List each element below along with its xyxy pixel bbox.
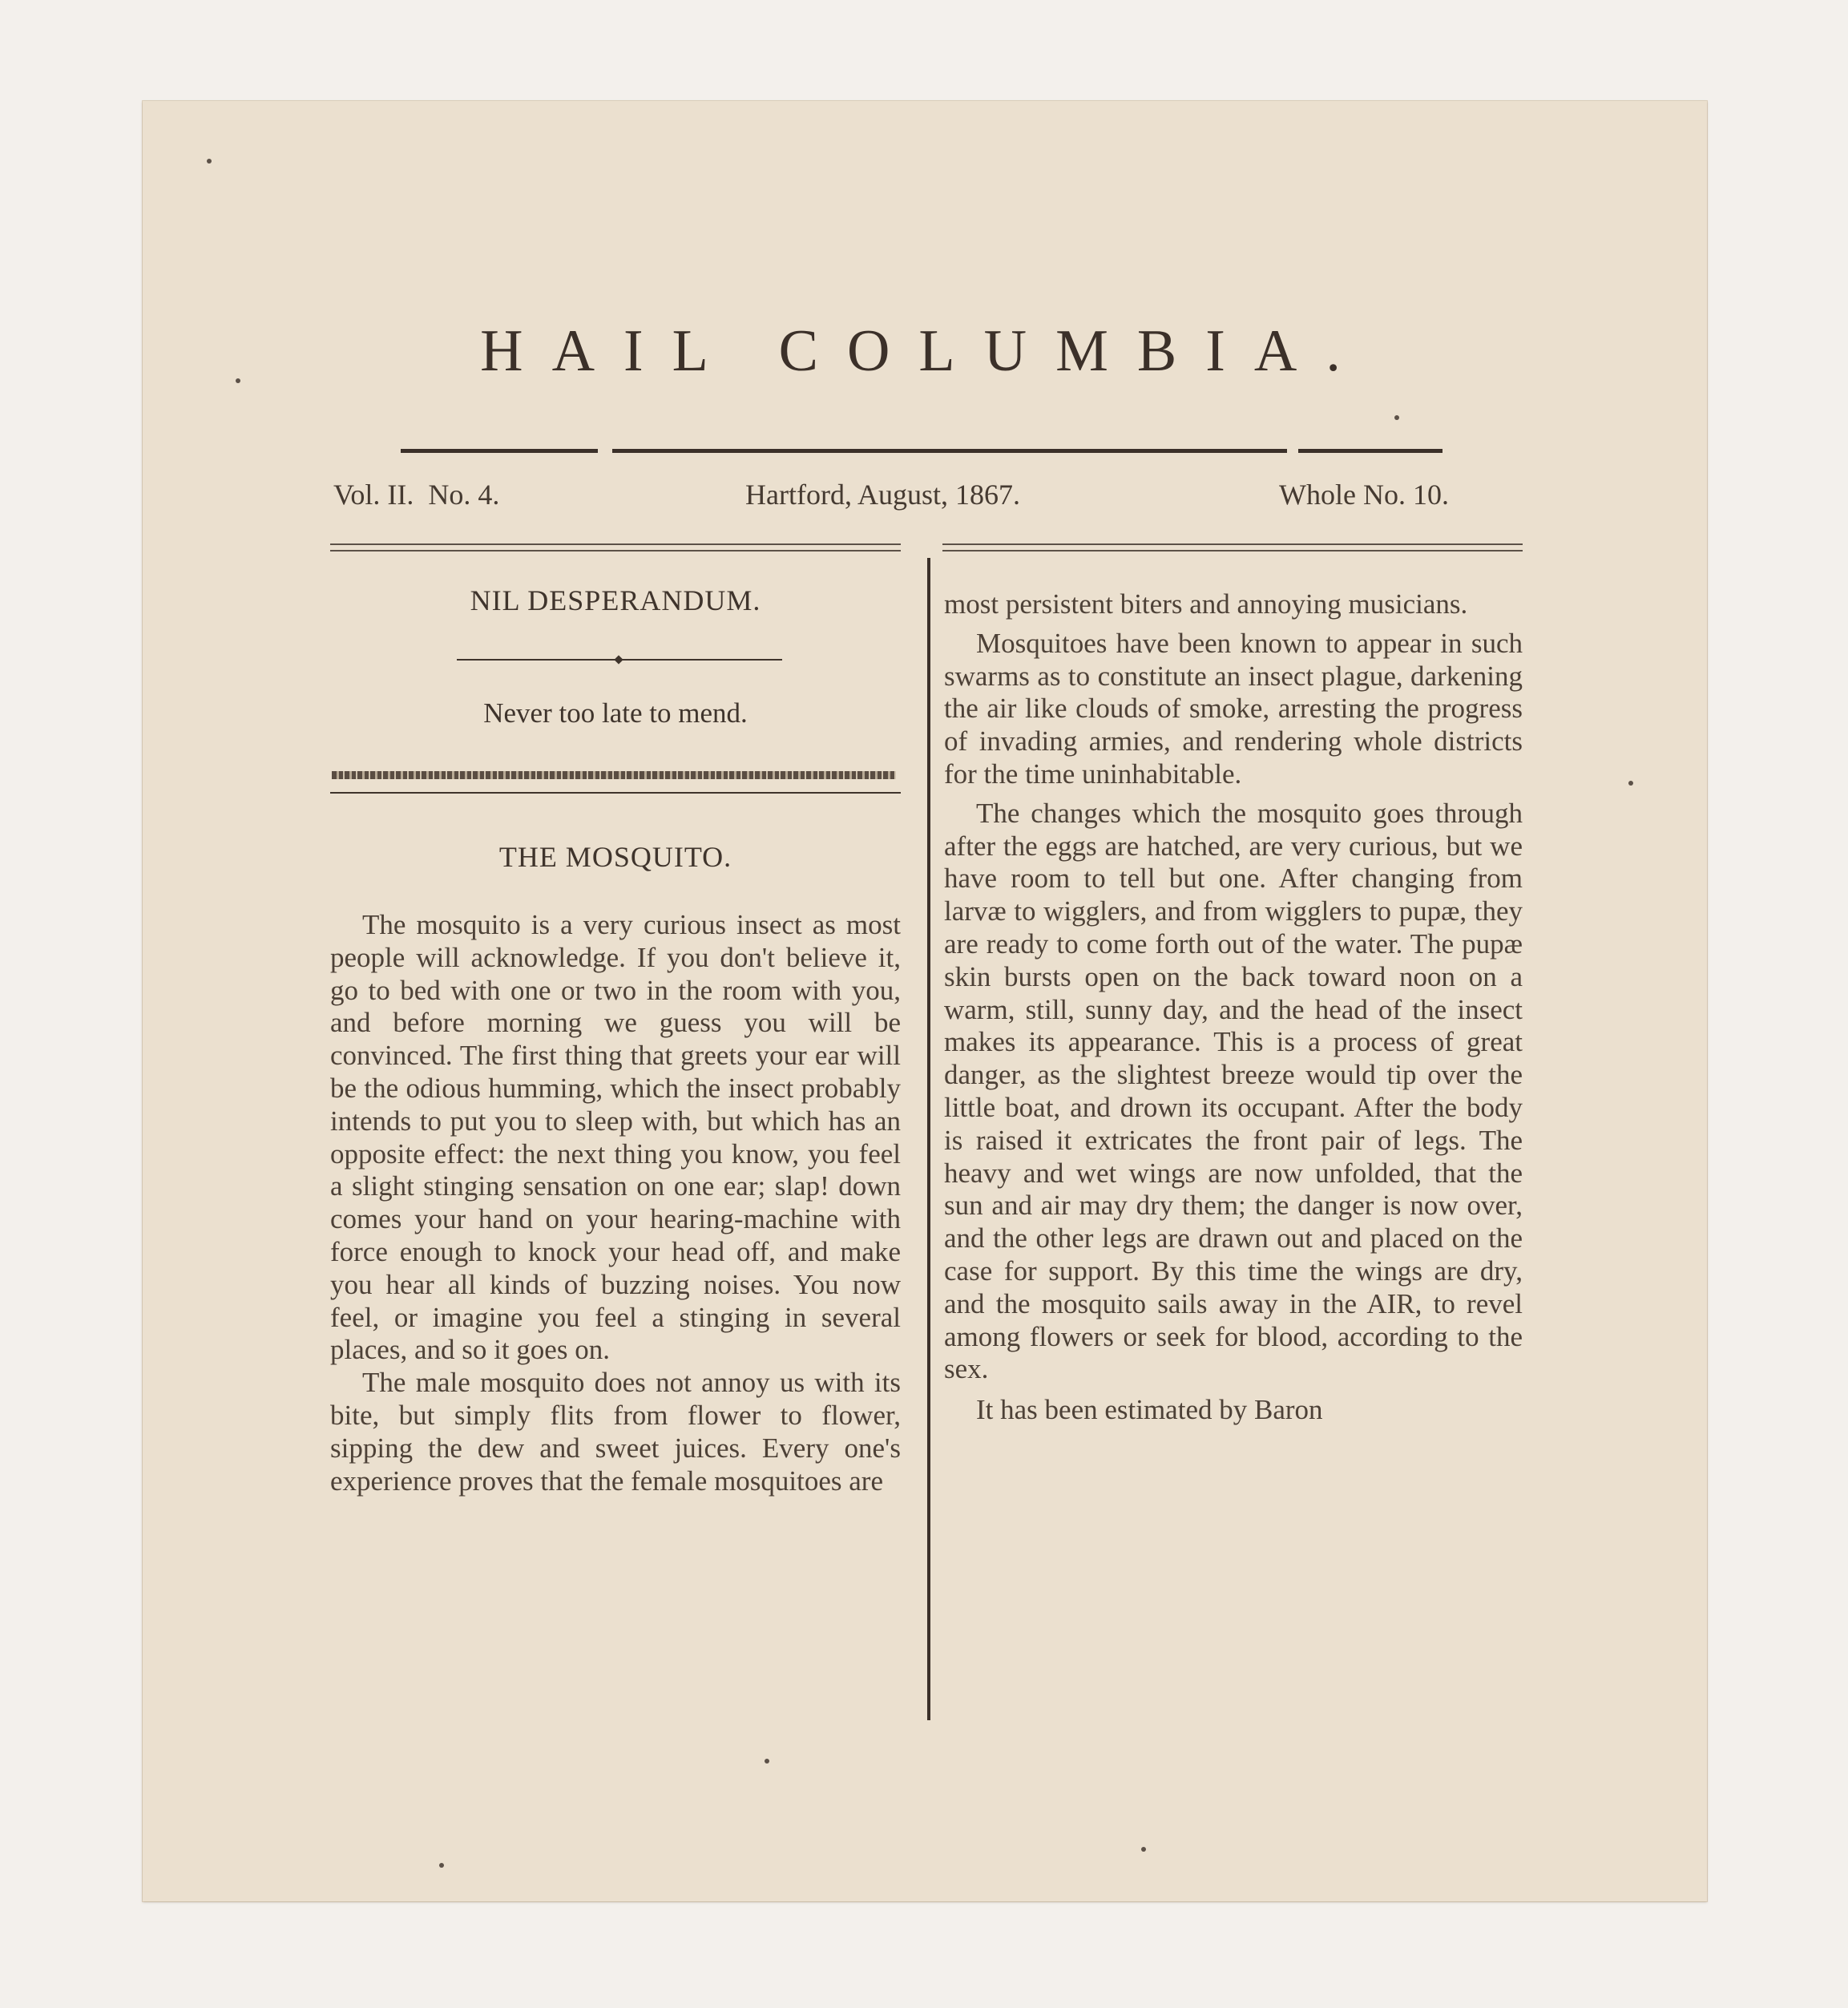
- article-paragraph: The changes which the mosquito goes through after the eggs are hatched, are very curious, but we have room to tell but one. After changing from larvæ to wigglers, and from wigglers to pupæ, they are ready to come forth out of the water. The pupæ skin bursts open on the back toward noon on a warm, still, sunny day, and the head of the insect makes its appearance. This is a process of great danger, as the slightest breeze would tip over the little boat, and drown its occupant. After the body is raised it extricates the front pair of legs. The heavy and wet wings are now unfolded, that the sun and air may dry them; the danger is now over, and the other legs are drawn out and placed on the case for support. By this time the wings are dry, and the mosquito sails away in the AIR, to revel among flowers or seek for blood, according to the sex.: [944, 797, 1523, 1385]
- ornamental-rule: [332, 771, 896, 779]
- article-paragraph: The mosquito is a very curious insect as most people will acknowledge. If you don't believe it, go to bed with one or two in the room with you, and before morning we guess you will be convinced. The first thing that greets your ear will be the odious humming, which the insect probably intends to put you to sleep with, but which has an opposite effect: the next thing you know, you feel a slight stinging sensation on one ear; slap! down comes your hand on your hearing-machine with force enough to knock your head off, and make you hear all kinds of buzzing noises. You now feel, or imagine you feel a stinging in several places, and so it goes on.: [330, 909, 901, 1366]
- paper-speck: [439, 1863, 444, 1868]
- masthead-rule-center: [612, 449, 1287, 453]
- article-paragraph: The male mosquito does not annoy us with its bite, but simply flits from flower to flower, sipping the dew and sweet juices. Every one's experience proves that the female mosquitoes are: [330, 1367, 901, 1497]
- left-column-top-rule: [330, 543, 901, 551]
- article-paragraph: Mosquitoes have been known to appear in such swarms as to constitute an insect plague, darkening the air like clouds of smoke, arresting the progress of invading armies, and rendering whole districts for the time uninhabitable.: [944, 627, 1523, 790]
- right-column-top-rule: [942, 543, 1523, 551]
- column-divider: [927, 558, 930, 1720]
- article-paragraph: It has been estimated by Baron: [976, 1394, 1323, 1426]
- article-title: THE MOSQUITO.: [498, 841, 732, 873]
- paper-speck: [1394, 415, 1399, 420]
- motto-text: Never too late to mend.: [483, 697, 748, 729]
- right-column-body: [944, 588, 1523, 1427]
- masthead-title: HAIL COLUMBIA.: [480, 318, 1370, 384]
- masthead-rule-left: [401, 449, 598, 453]
- paper-speck: [207, 159, 212, 164]
- motto-divider-ornament: [614, 655, 623, 664]
- masthead-rule-right: [1298, 449, 1442, 453]
- volume-number: Vol. II. No. 4.: [333, 479, 500, 511]
- whole-number: Whole No. 10.: [1279, 479, 1449, 511]
- motto-heading: NIL DESPERANDUM.: [470, 584, 761, 616]
- left-column-body: [330, 909, 901, 1497]
- article-top-rule: [330, 792, 901, 794]
- paper-speck: [1628, 781, 1633, 786]
- paper-speck: [765, 1759, 769, 1764]
- newspaper-page: [143, 101, 1707, 1901]
- place-and-date: Hartford, August, 1867.: [745, 479, 1020, 511]
- paper-speck: [1141, 1847, 1146, 1852]
- article-paragraph: most persistent biters and annoying musicians.: [944, 588, 1468, 620]
